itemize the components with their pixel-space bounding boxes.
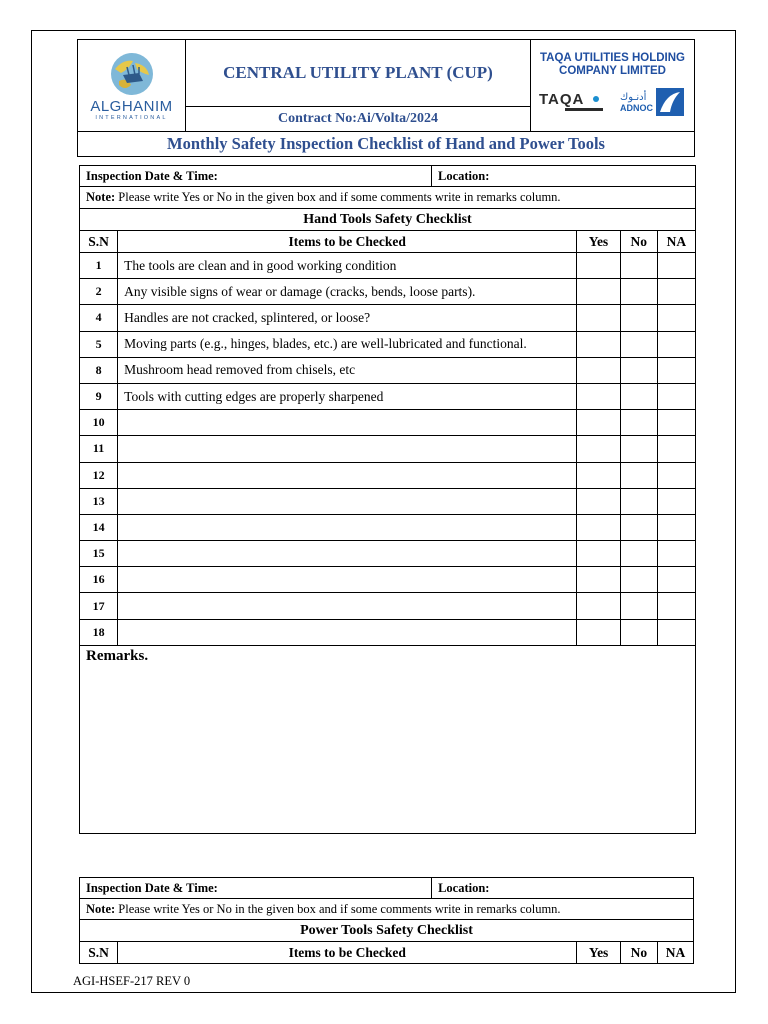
table-row xyxy=(80,410,696,436)
answer-box-no[interactable] xyxy=(620,279,657,305)
power-tools-checklist xyxy=(79,877,694,964)
answer-box-na[interactable] xyxy=(657,410,695,436)
row-item-text: Handles are not cracked, splintered, or loose? xyxy=(118,305,577,331)
row-serial-number: 12 xyxy=(80,462,118,488)
answer-box-yes[interactable] xyxy=(577,541,620,567)
table-row xyxy=(80,541,696,567)
remarks-label: Remarks. xyxy=(86,647,149,664)
answer-box-yes[interactable] xyxy=(577,593,620,619)
inspection-date-label: Inspection Date & Time: xyxy=(80,166,432,187)
note-text xyxy=(80,899,694,920)
column-header-row xyxy=(80,231,696,253)
row-serial-number: 13 xyxy=(80,488,118,514)
alghanim-logo-cell xyxy=(78,40,186,132)
row-serial-number: 8 xyxy=(80,357,118,383)
column-header-no: No xyxy=(620,231,657,253)
answer-box-yes[interactable] xyxy=(577,410,620,436)
row-item-text xyxy=(118,567,577,593)
adnoc-logo-arabic: أدنـوك xyxy=(620,91,647,103)
row-serial-number: 4 xyxy=(80,305,118,331)
alghanim-logo-subtext: INTERNATIONAL xyxy=(95,114,168,121)
answer-box-na[interactable] xyxy=(657,514,695,540)
table-row xyxy=(80,593,696,619)
column-header-row xyxy=(80,942,694,964)
location-label: Location: xyxy=(431,166,695,187)
answer-box-na[interactable] xyxy=(657,567,695,593)
table-row xyxy=(80,331,696,357)
answer-box-no[interactable] xyxy=(620,331,657,357)
row-item-text: Tools with cutting edges are properly sharpened xyxy=(118,383,577,409)
row-serial-number: 5 xyxy=(80,331,118,357)
answer-box-no[interactable] xyxy=(620,462,657,488)
answer-box-na[interactable] xyxy=(657,253,695,279)
hand-tools-checklist xyxy=(79,165,696,834)
row-serial-number: 16 xyxy=(80,567,118,593)
table-row xyxy=(80,514,696,540)
answer-box-no[interactable] xyxy=(620,383,657,409)
row-item-text: Any visible signs of wear or damage (cracks, bends, loose parts). xyxy=(118,279,577,305)
answer-box-no[interactable] xyxy=(620,514,657,540)
row-serial-number: 9 xyxy=(80,383,118,409)
answer-box-yes[interactable] xyxy=(577,514,620,540)
row-item-text xyxy=(118,593,577,619)
answer-box-na[interactable] xyxy=(657,541,695,567)
answer-box-yes[interactable] xyxy=(577,383,620,409)
row-item-text: Mushroom head removed from chisels, etc xyxy=(118,357,577,383)
row-item-text xyxy=(118,410,577,436)
row-serial-number: 18 xyxy=(80,619,118,645)
client-name: TAQA UTILITIES HOLDING COMPANY LIMITED xyxy=(539,52,686,77)
column-header-yes: Yes xyxy=(577,231,620,253)
column-header-yes: Yes xyxy=(577,942,620,964)
row-serial-number: 1 xyxy=(80,253,118,279)
answer-box-no[interactable] xyxy=(620,410,657,436)
globe-icon xyxy=(109,51,155,97)
answer-box-no[interactable] xyxy=(620,593,657,619)
answer-box-na[interactable] xyxy=(657,331,695,357)
document-title: Monthly Safety Inspection Checklist of Hand and Power Tools xyxy=(78,132,695,157)
row-item-text xyxy=(118,514,577,540)
row-item-text xyxy=(118,541,577,567)
table-row xyxy=(80,383,696,409)
row-item-text xyxy=(118,488,577,514)
row-serial-number: 14 xyxy=(80,514,118,540)
alghanim-logo xyxy=(78,51,185,121)
column-header-items: Items to be Checked xyxy=(118,942,577,964)
answer-box-na[interactable] xyxy=(657,383,695,409)
answer-box-na[interactable] xyxy=(657,305,695,331)
answer-box-yes[interactable] xyxy=(577,357,620,383)
remarks-box[interactable] xyxy=(80,645,696,833)
answer-box-yes[interactable] xyxy=(577,253,620,279)
taqa-logo xyxy=(539,90,607,114)
alghanim-logo-text: ALGHANIM xyxy=(90,97,173,115)
column-header-no: No xyxy=(620,942,657,964)
note-label: Note: xyxy=(86,901,116,916)
answer-box-yes[interactable] xyxy=(577,462,620,488)
row-item-text: Moving parts (e.g., hinges, blades, etc.) are well-lubricated and functional. xyxy=(118,331,577,357)
row-serial-number: 10 xyxy=(80,410,118,436)
answer-box-no[interactable] xyxy=(620,436,657,462)
row-serial-number: 11 xyxy=(80,436,118,462)
answer-box-yes[interactable] xyxy=(577,279,620,305)
taqa-logo-text: TAQA xyxy=(539,91,585,108)
column-header-na: NA xyxy=(657,942,693,964)
adnoc-logo-text: ADNOC xyxy=(620,102,653,113)
note-label: Note: xyxy=(86,190,116,204)
answer-box-no[interactable] xyxy=(620,357,657,383)
row-serial-number: 15 xyxy=(80,541,118,567)
column-header-sn: S.N xyxy=(80,942,118,964)
document-header xyxy=(77,39,695,157)
column-header-sn: S.N xyxy=(80,231,118,253)
column-header-na: NA xyxy=(657,231,695,253)
document-code: AGI-HSEF-217 REV 0 xyxy=(73,974,191,988)
answer-box-yes[interactable] xyxy=(577,619,620,645)
answer-box-yes[interactable] xyxy=(577,305,620,331)
answer-box-na[interactable] xyxy=(657,488,695,514)
answer-box-na[interactable] xyxy=(657,357,695,383)
row-item-text xyxy=(118,436,577,462)
row-item-text xyxy=(118,462,577,488)
answer-box-na[interactable] xyxy=(657,619,695,645)
row-serial-number: 17 xyxy=(80,593,118,619)
note-body: Please write Yes or No in the given box and if some comments write in remarks column. xyxy=(115,190,561,204)
row-serial-number: 2 xyxy=(80,279,118,305)
table-row xyxy=(80,436,696,462)
answer-box-no[interactable] xyxy=(620,253,657,279)
row-item-text: The tools are clean and in good working condition xyxy=(118,253,577,279)
answer-box-no[interactable] xyxy=(620,541,657,567)
table-row xyxy=(80,567,696,593)
table-row xyxy=(80,488,696,514)
answer-box-no[interactable] xyxy=(620,488,657,514)
answer-box-no[interactable] xyxy=(620,567,657,593)
note-text xyxy=(80,187,696,209)
answer-box-yes[interactable] xyxy=(577,567,620,593)
adnoc-logo xyxy=(620,88,684,116)
answer-box-yes[interactable] xyxy=(577,436,620,462)
answer-box-na[interactable] xyxy=(657,593,695,619)
inspection-date-label: Inspection Date & Time: xyxy=(80,878,432,899)
answer-box-na[interactable] xyxy=(657,436,695,462)
answer-box-na[interactable] xyxy=(657,462,695,488)
table-row xyxy=(80,357,696,383)
section-title: Hand Tools Safety Checklist xyxy=(80,209,696,231)
table-row xyxy=(80,279,696,305)
location-label: Location: xyxy=(432,878,694,899)
table-row xyxy=(80,462,696,488)
table-row xyxy=(80,253,696,279)
contract-number: Contract No:Ai/Volta/2024 xyxy=(186,107,531,132)
answer-box-na[interactable] xyxy=(657,279,695,305)
note-body: Please write Yes or No in the given box and if some comments write in remarks column. xyxy=(115,901,561,916)
answer-box-no[interactable] xyxy=(620,619,657,645)
table-row xyxy=(80,619,696,645)
adnoc-mark-icon xyxy=(656,88,684,116)
column-header-items: Items to be Checked xyxy=(118,231,577,253)
answer-box-yes[interactable] xyxy=(577,488,620,514)
answer-box-yes[interactable] xyxy=(577,331,620,357)
section-title: Power Tools Safety Checklist xyxy=(80,920,694,942)
client-logo-cell xyxy=(531,40,695,132)
plant-title: CENTRAL UTILITY PLANT (CUP) xyxy=(186,40,531,107)
row-item-text xyxy=(118,619,577,645)
table-row xyxy=(80,305,696,331)
answer-box-no[interactable] xyxy=(620,305,657,331)
